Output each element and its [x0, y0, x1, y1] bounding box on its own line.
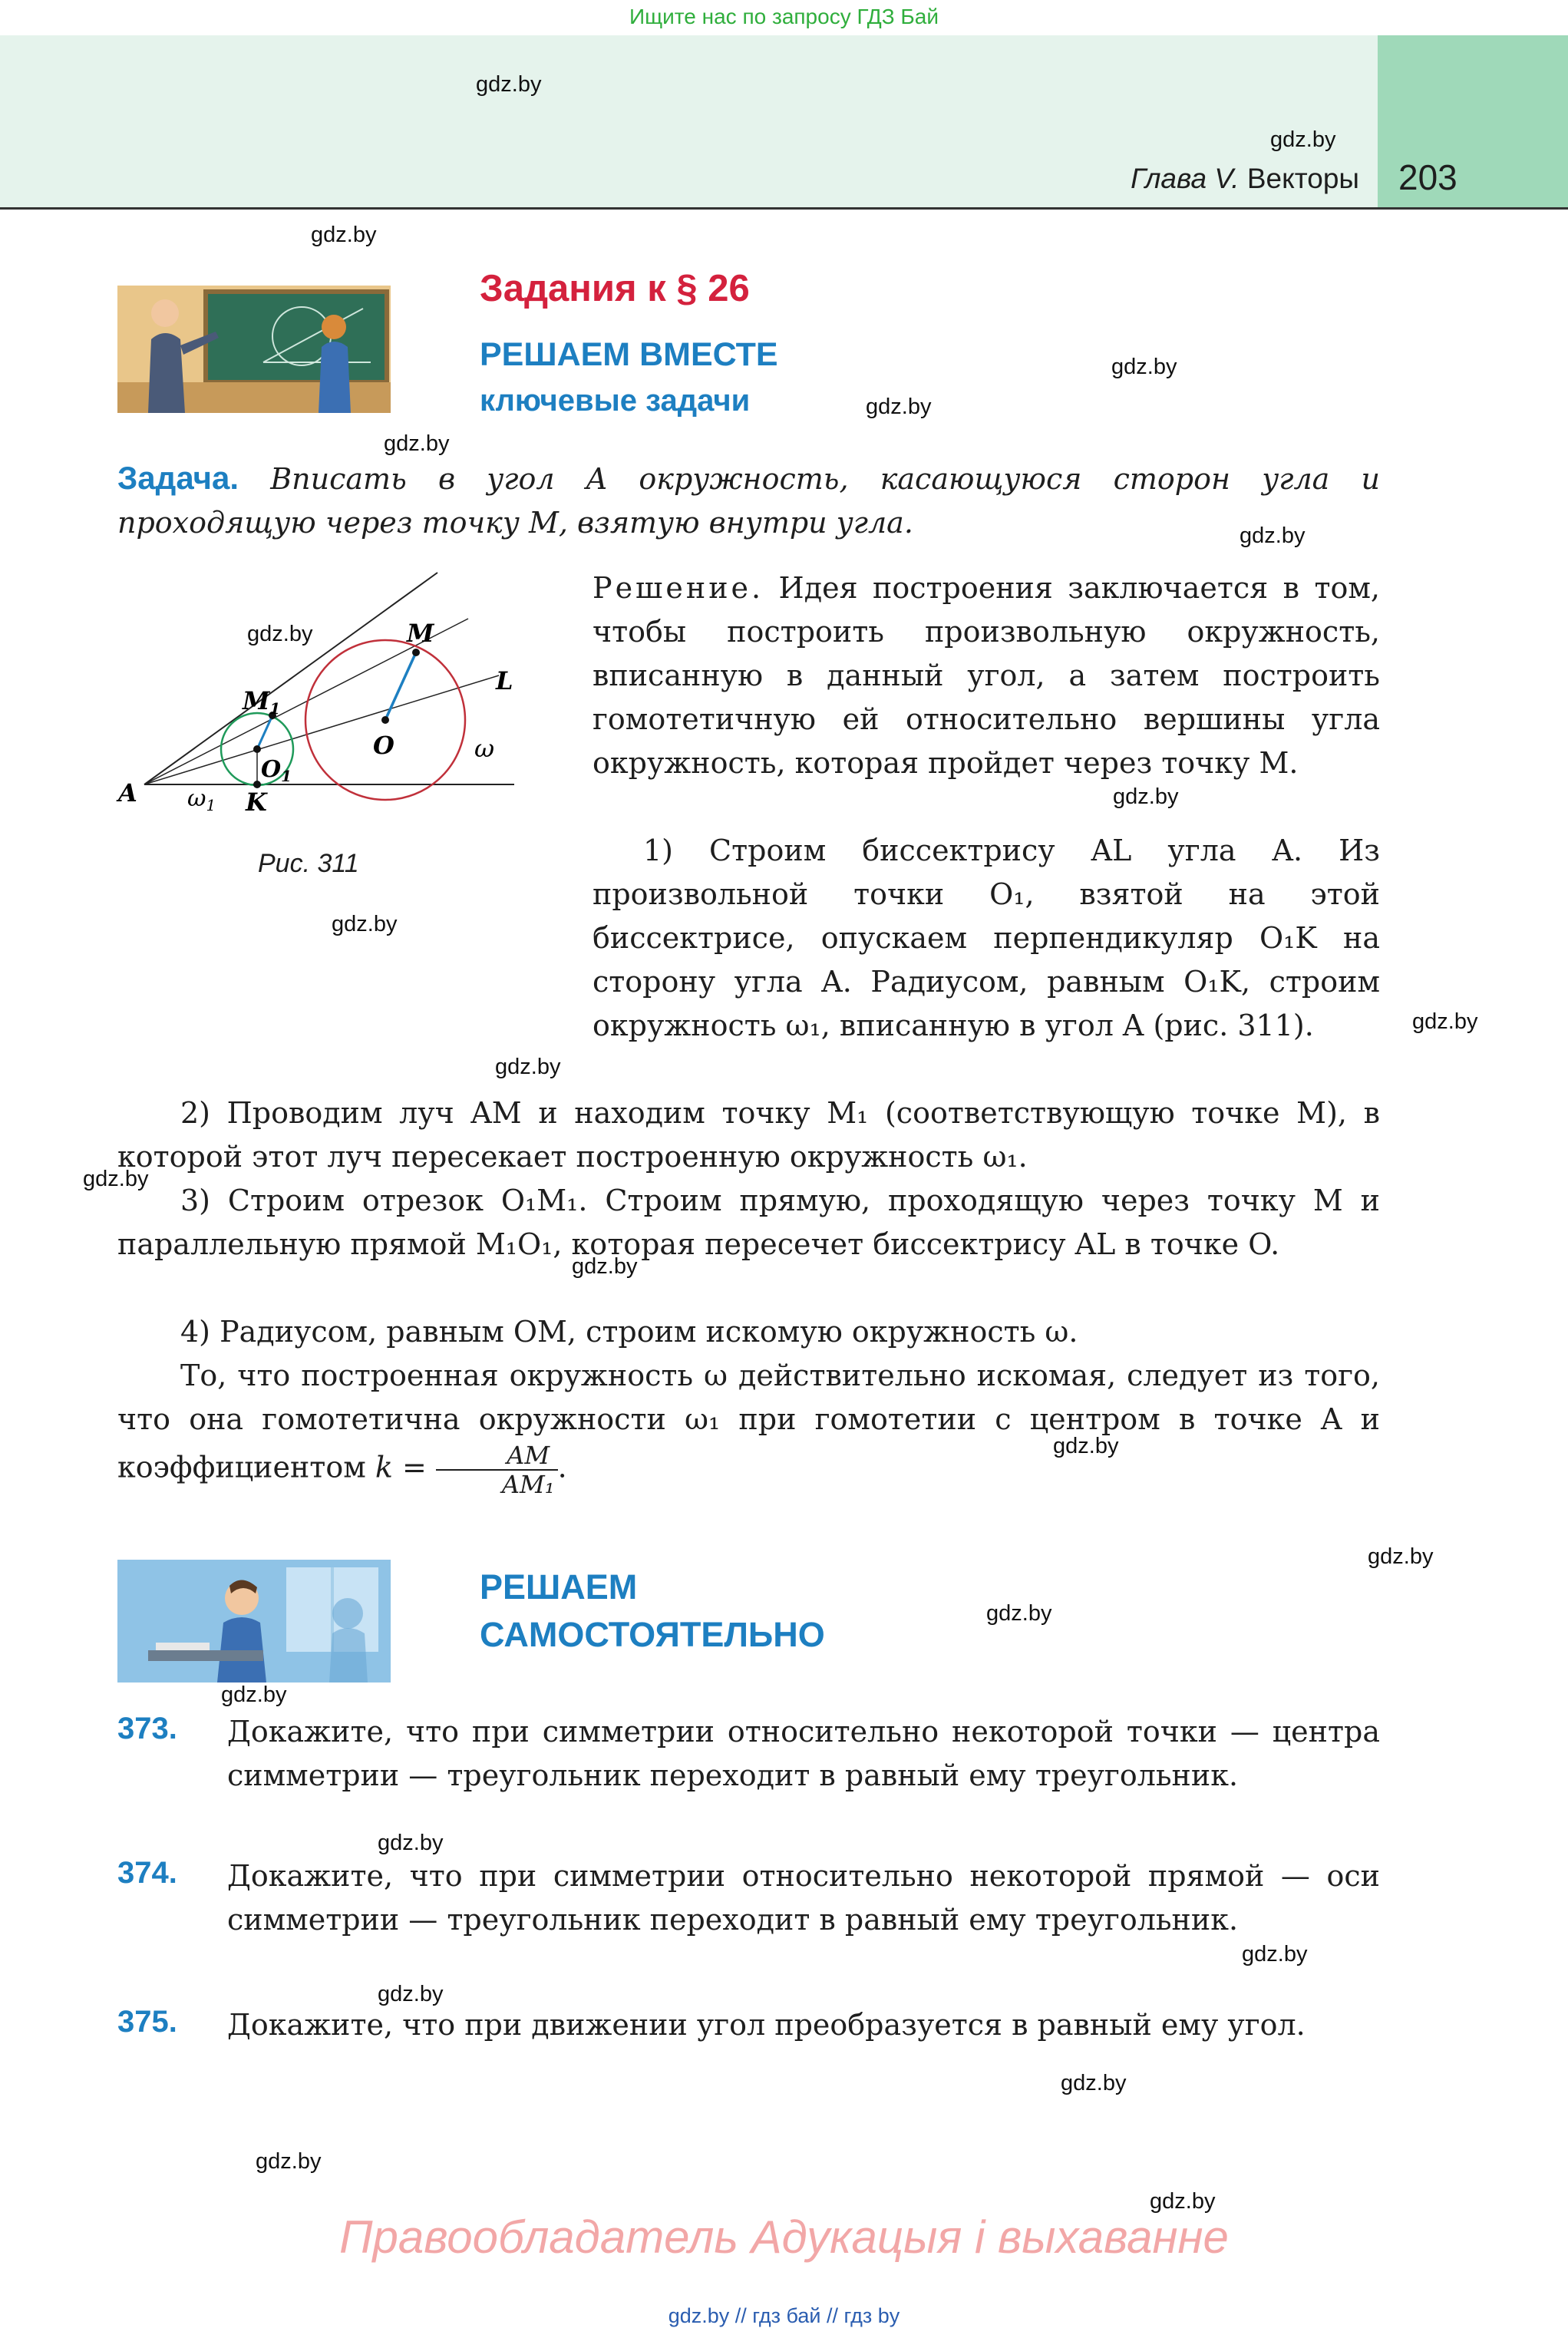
solution-step-1: 1) Строим биссектрису AL угла A. Из произвольной точки O₁, взятой на этой биссектрисе, опускаем перпендикуляр O₁K на сторону угла A. Радиусом, равным O₁K, строим окружность ω₁, вписанную в угол A (рис. 311).	[593, 834, 1380, 1042]
label-M1: M1	[243, 686, 281, 718]
solution-intro-text: Идея построения заключается в том, чтобы построить произвольную окружность, вписанную в данный угол, а затем построить гомотетичную ей относительно вершины угла окружность, которая пройдет через точку M.	[593, 571, 1380, 780]
watermark: gdz.by	[378, 1831, 444, 1855]
watermark: gdz.by	[866, 395, 932, 419]
label-A: A	[118, 778, 137, 807]
label-omega: ω	[474, 734, 495, 763]
segment-OM	[385, 652, 416, 720]
segment-O1M1	[257, 715, 272, 749]
point-O1	[253, 745, 261, 753]
solution-label: Решение.	[593, 571, 764, 605]
coefficient-fraction	[436, 1441, 558, 1498]
watermark: gdz.by	[1368, 1544, 1434, 1569]
watermark: gdz.by	[1242, 1942, 1308, 1966]
fraction-denominator: AM₁	[436, 1469, 558, 1498]
watermark: gdz.by	[221, 1683, 287, 1707]
independent-heading-line2: САМОСТОЯТЕЛЬНО	[480, 1615, 825, 1654]
fraction-numerator: AM	[507, 1441, 550, 1470]
watermark: gdz.by	[476, 72, 542, 97]
independent-heading-line1: РЕШАЕМ	[480, 1567, 638, 1607]
figure-caption: Рис. 311	[258, 849, 359, 878]
together-subheading: ключевые задачи	[480, 384, 751, 418]
watermark: gdz.by	[378, 1982, 444, 2006]
coefficient-label: k =	[375, 1450, 427, 1484]
figure-311	[115, 568, 537, 821]
watermark: gdz.by	[332, 912, 398, 936]
label-L: L	[496, 666, 513, 695]
watermark: gdz.by	[1113, 784, 1179, 809]
solution-step-4: 4) Радиусом, равным OM, строим искомую окружность ω.	[180, 1315, 1078, 1349]
task-label: Задача.	[117, 460, 239, 496]
label-O1: $O_1$	[261, 756, 292, 785]
section-title: Задания к § 26	[480, 268, 750, 309]
label-O: O	[373, 731, 394, 760]
conclusion-text: То, что построенная окружность ω действительно искомая, следует из того, что она гомотетична окружности ω₁ при гомотетии с центром в точке A и коэффициентом	[117, 1359, 1380, 1484]
exercise-374-text: Докажите, что при симметрии относительно некоторой прямой — оси симметрии — треугольник переходит в равный ему треугольник.	[227, 1859, 1380, 1937]
task-text: Вписать в угол A окружность, касающуюся сторон угла и проходящую через точку M, взятую внутри угла.	[117, 462, 1380, 540]
watermark: gdz.by	[1111, 355, 1177, 379]
watermark: gdz.by	[384, 431, 450, 456]
page-number: 203	[1398, 157, 1457, 197]
watermark: gdz.by	[1270, 127, 1336, 152]
bottom-links[interactable]: gdz.by // гдз бай // гдз by	[668, 2304, 900, 2327]
watermark: gdz.by	[1240, 523, 1306, 548]
watermark: gdz.by	[1061, 2071, 1127, 2095]
conclusion-period: .	[557, 1450, 567, 1484]
task-statement	[117, 456, 1380, 545]
solution-conclusion	[117, 1354, 1380, 1498]
exercise-375-text: Докажите, что при движении угол преобразуется в равный ему угол.	[227, 2008, 1306, 2042]
watermark: gdz.by	[986, 1601, 1052, 1626]
copyright-watermark: Правообладатель Адукацыя і выхаванне	[339, 2211, 1229, 2263]
together-heading: РЕШАЕМ ВМЕСТЕ	[480, 336, 778, 373]
point-M	[412, 649, 420, 656]
teacher-illustration	[117, 286, 391, 413]
label-K: K	[246, 788, 267, 817]
point-O	[381, 716, 389, 724]
exercise-374-number: 374.	[117, 1856, 177, 1890]
top-banner[interactable]: Ищите нас по запросу ГДЗ Бай	[629, 5, 939, 28]
student-illustration	[117, 1560, 391, 1683]
watermark: gdz.by	[1053, 1434, 1119, 1458]
chapter-title: Глава V. Векторы	[1131, 163, 1359, 194]
solution-step-2: 2) Проводим луч AM и находим точку M₁ (соответствующую точке M), в которой этот луч пересекает построенную окружность ω₁.	[117, 1096, 1380, 1174]
solution-step-3: 3) Строим отрезок O₁M₁. Строим прямую, проходящую через точку M и параллельную прямой M₁O₁, которая пересечет биссектрису AL в точке O.	[117, 1184, 1380, 1261]
watermark: gdz.by	[572, 1254, 638, 1279]
watermark: gdz.by	[247, 622, 313, 646]
watermark: gdz.by	[256, 2149, 322, 2174]
exercise-373-text: Докажите, что при симметрии относительно некоторой точки — центра симметрии — треугольник переходит в равный ему треугольник.	[227, 1715, 1380, 1792]
header-divider	[0, 207, 1568, 210]
exercise-373-number: 373.	[117, 1712, 177, 1745]
watermark: gdz.by	[1150, 2189, 1216, 2214]
watermark: gdz.by	[1412, 1009, 1478, 1034]
solution-intro	[593, 566, 1380, 785]
watermark: gdz.by	[495, 1055, 561, 1079]
label-omega1: $\omega_1$	[187, 785, 216, 814]
watermark: gdz.by	[83, 1167, 149, 1191]
exercise-375-number: 375.	[117, 2005, 177, 2039]
label-M: M	[407, 619, 434, 648]
watermark: gdz.by	[311, 223, 377, 247]
